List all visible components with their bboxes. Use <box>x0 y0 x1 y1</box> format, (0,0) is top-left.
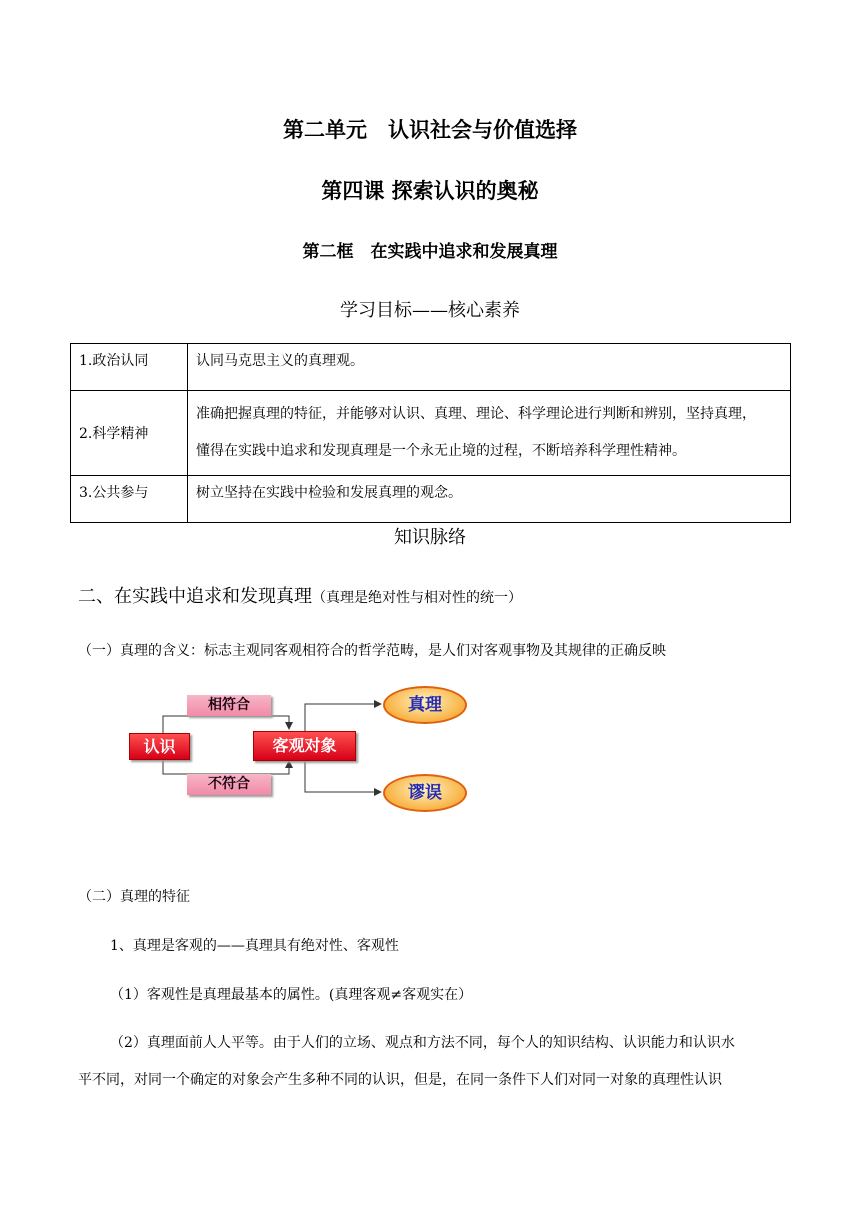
goal-label: 2.科学精神 <box>71 391 188 476</box>
goal-text: 树立坚持在实践中检验和发展真理的观念。 <box>188 476 791 523</box>
error-oval: 谬误 <box>383 774 467 812</box>
part-two-text: （二）真理的特征 <box>78 889 190 905</box>
goal-text: 认同马克思主义的真理观。 <box>188 344 791 391</box>
point-one-two-line1: （2）真理面前人人平等。由于人们的立场、观点和方法不同，每个人的知识结构、认识能力和认识水 <box>110 1035 735 1051</box>
truth-oval: 真理 <box>383 686 467 724</box>
goals-heading: 学习目标——核心素养 <box>340 300 520 321</box>
match-label: 相符合 <box>187 695 271 716</box>
section-two-title: 二、在实践中追求和发现真理 <box>78 586 312 607</box>
point-one-one-text: （1）客观性是真理最基本的属性。(真理客观≠客观实在） <box>110 987 473 1003</box>
point-one-text: 1、真理是客观的——真理具有绝对性、客观性 <box>110 938 399 954</box>
cognition-box: 认识 <box>129 733 190 760</box>
goal-label: 3.公共参与 <box>71 476 188 523</box>
knowledge-heading: 知识脉络 <box>394 527 466 548</box>
unit-title: 第二单元 认识社会与价值选择 <box>283 118 577 142</box>
section-two-note: （真理是绝对性与相对性的统一） <box>312 590 522 606</box>
point-one-two-line2: 平不同，对同一个确定的对象会产生多种不同的认识，但是，在同一条件下人们对同一对象的真理性认识 <box>78 1072 722 1088</box>
part-one-text: （一）真理的含义：标志主观同客观相符合的哲学范畴，是人们对客观事物及其规律的正确反映 <box>78 643 666 659</box>
goal-label: 1.政治认同 <box>71 344 188 391</box>
goal-text-line: 准确把握真理的特征，并能够对认识、真理、理论、科学理论进行判断和辨别，坚持真理， <box>196 406 756 422</box>
lesson-title: 第四课 探索认识的奥秘 <box>321 179 539 203</box>
mismatch-label: 不符合 <box>187 774 271 795</box>
goal-text-line: 懂得在实践中追求和发现真理是一个永无止境的过程，不断培养科学理性精神。 <box>196 443 686 459</box>
section-title: 第二框 在实践中追求和发展真理 <box>302 242 558 262</box>
object-box: 客观对象 <box>253 731 356 761</box>
